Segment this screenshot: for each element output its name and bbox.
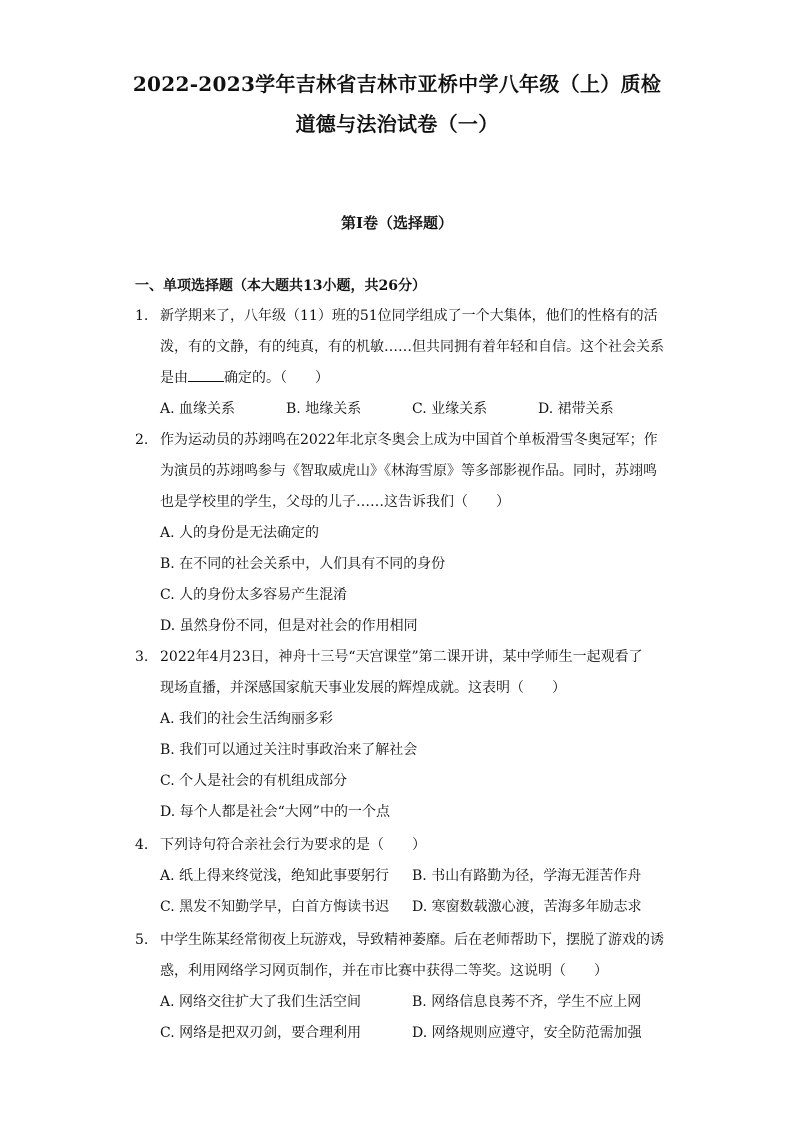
question-text-line: 下列诗句符合亲社会行为要求的是（ ） (160, 837, 426, 853)
exam-title-line2: 道德与法治试卷（一） (295, 112, 499, 136)
question-text-line: 新学期来了，八年级（11）班的51位同学组成了一个大集体，他们的性格有的活 (160, 308, 658, 324)
question-text-line: 作为运动员的苏翊鸣在2022年北京冬奥会上成为中国首个单板滑雪冬奥冠军；作 (160, 432, 658, 448)
question-number: 4. (135, 837, 149, 853)
question-text-segment: 是由 (160, 370, 188, 386)
question-text-line: 现场直播，并深感国家航天事业发展的辉煌成就。这表明（ ） (160, 680, 566, 696)
option-d: D. 网络规则应遵守，安全防范需加强 (412, 1025, 642, 1041)
option-a: A. 我们的社会生活绚丽多彩 (160, 711, 334, 727)
option-c: C. 黑发不知勤学早，白首方悔读书迟 (160, 899, 390, 915)
answer-blank (188, 368, 224, 382)
option-b: B. 书山有路勤为径，学海无涯苦作舟 (412, 868, 642, 884)
option-c: C. 网络是把双刃剑，要合理利用 (160, 1025, 362, 1041)
question-number: 1. (135, 308, 149, 324)
option-c: C. 业缘关系 (412, 401, 488, 417)
option-a: A. 纸上得来终觉浅，绝知此事要躬行 (160, 868, 390, 884)
question-text-line: 泼，有的文静，有的纯真，有的机敏……但共同拥有着年轻和自信。这个社会关系 (160, 339, 664, 355)
option-d: D. 虽然身份不同，但是对社会的作用相同 (160, 618, 418, 634)
section-label: 第I卷（选择题） (340, 214, 454, 232)
question-text-line: 为演员的苏翊鸣参与《智取威虎山》《林海雪原》等多部影视作品。同时，苏翊鸣 (160, 463, 657, 479)
question-text-line: 中学生陈某经常彻夜上玩游戏，导致精神萎靡。后在老师帮助下，摆脱了游戏的诱 (160, 932, 664, 948)
option-d: D. 裙带关系 (538, 401, 614, 417)
option-d: D. 每个人都是社会“大网”中的一个点 (160, 804, 390, 820)
question-number: 3. (135, 649, 149, 665)
question-text-line: 2022年4月23日，神舟十三号“天宫课堂”第二课开讲，某中学师生一起观看了 (160, 649, 643, 665)
option-c: C. 人的身份太多容易产生混淆 (160, 587, 348, 603)
part-heading: 一、单项选择题（本大题共13小题，共26分） (135, 278, 426, 294)
question-text-line (160, 368, 329, 388)
question-number: 2. (135, 432, 149, 448)
option-b: B. 地缘关系 (286, 401, 362, 417)
question-number: 5. (135, 932, 149, 948)
question-text-line: 也是学校里的学生，父母的儿子……这告诉我们（ ） (160, 494, 510, 510)
option-a: A. 人的身份是无法确定的 (160, 525, 320, 541)
exam-title-line1: 2022-2023学年吉林省吉林市亚桥中学八年级（上）质检 (132, 72, 662, 96)
option-b: B. 在不同的社会关系中，人们具有不同的身份 (160, 556, 446, 572)
option-c: C. 个人是社会的有机组成部分 (160, 773, 348, 789)
question-text-line: 惑，利用网络学习网页制作，并在市比赛中获得二等奖。这说明（ ） (160, 963, 608, 979)
option-a: A. 血缘关系 (160, 401, 236, 417)
option-d: D. 寒窗数载激心渡，苦海多年励志求 (412, 899, 642, 915)
option-b: B. 网络信息良莠不齐，学生不应上网 (412, 994, 642, 1010)
question-text-segment: 确定的。（ ） (224, 370, 329, 386)
option-a: A. 网络交往扩大了我们生活空间 (160, 994, 362, 1010)
option-b: B. 我们可以通过关注时事政治来了解社会 (160, 742, 418, 758)
